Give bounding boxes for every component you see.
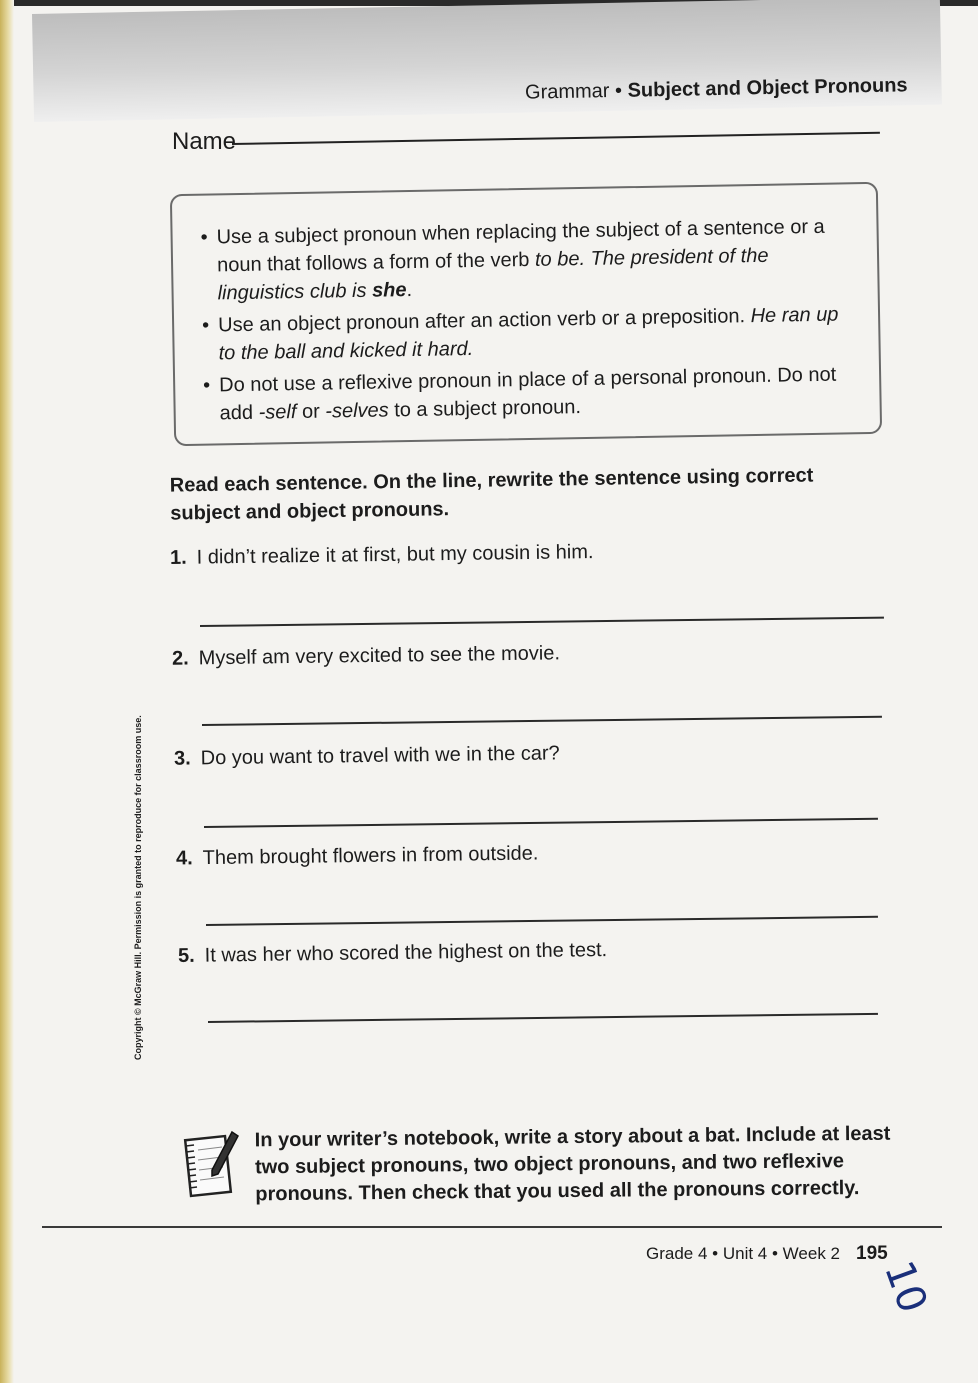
item-number: 5. (177, 944, 195, 967)
exercise-item (172, 642, 560, 670)
item-number: 1. (169, 546, 187, 569)
answer-line[interactable] (206, 916, 878, 926)
page-footer (646, 1243, 888, 1265)
rule-item (218, 300, 859, 367)
rule-text: Use a subject pronoun when replacing the subject of a sentence or a noun that follows a form of the verb (216, 215, 825, 277)
footer-rule (42, 1226, 942, 1228)
rule-text: she (371, 279, 407, 302)
rule-text: -self (258, 401, 297, 424)
rule-text: Use an object pronoun after an action verb or a preposition. (217, 305, 751, 337)
item-number: 2. (171, 647, 189, 670)
footer-week: Week 2 (782, 1244, 840, 1263)
header-band (32, 0, 942, 122)
answer-line[interactable] (202, 716, 882, 726)
notebook-pencil-icon (182, 1130, 240, 1198)
copyright-notice: Copyright © McGraw Hill. Permission is granted to reproduce for classroom use. (133, 715, 143, 1060)
rule-item (216, 212, 857, 307)
rule-text: Do not use a reflexive pronoun in place of a personal pronoun. Do not add (219, 363, 837, 425)
exercise-item (176, 842, 539, 870)
footer-grade: Grade 4 (646, 1244, 708, 1263)
exercise-item (174, 742, 560, 770)
rule-text: or (296, 400, 326, 424)
name-line[interactable] (232, 132, 880, 145)
answer-line[interactable] (200, 617, 884, 627)
item-sentence: It was her who scored the highest on the test. (204, 939, 608, 967)
item-sentence: I didn’t realize it at first, but my cousin is him. (196, 541, 594, 569)
exercise-item (178, 939, 607, 968)
instructions: Read each sentence. On the line, rewrite the sentence using correct subject and object pronouns. (169, 464, 814, 525)
item-sentence: Them brought flowers in from outside. (202, 842, 539, 870)
handwritten-mark: 10 (875, 1255, 936, 1319)
grammar-rules-box (170, 182, 882, 446)
rule-text: He ran up to the ball and kicked it hard. (218, 303, 839, 365)
header-separator: • (609, 79, 628, 103)
answer-line[interactable] (208, 1013, 878, 1023)
page-number: 195 (856, 1243, 888, 1264)
item-sentence: Do you want to travel with we in the car? (200, 742, 560, 770)
left-edge (0, 0, 14, 1383)
footer-unit: Unit 4 (722, 1244, 768, 1263)
footer-separator: • (767, 1244, 783, 1263)
writing-prompt: In your writer’s notebook, write a story about a bat. Include at least two subject pronouns, two object pronouns, and two reflexive pronouns. Then check that you used all the pronouns correctly. (254, 1122, 891, 1206)
footer-separator: • (707, 1244, 723, 1263)
rule-text: . (406, 278, 413, 302)
header-category: Grammar (524, 80, 610, 104)
item-number: 3. (173, 747, 191, 770)
name-label: Name (172, 128, 237, 155)
header-topic: Subject and Object Pronouns (627, 74, 908, 102)
answer-line[interactable] (204, 818, 878, 828)
item-sentence: Myself am very excited to see the movie. (198, 642, 561, 670)
rule-text: -selves (325, 399, 389, 423)
rules-list (172, 184, 880, 428)
exercise-item (170, 541, 594, 570)
rule-text: to a subject pronoun. (388, 396, 582, 422)
item-number: 4. (175, 847, 193, 870)
rule-text: to be. The president of the linguistics club is (217, 244, 769, 305)
rule-item (219, 360, 860, 427)
